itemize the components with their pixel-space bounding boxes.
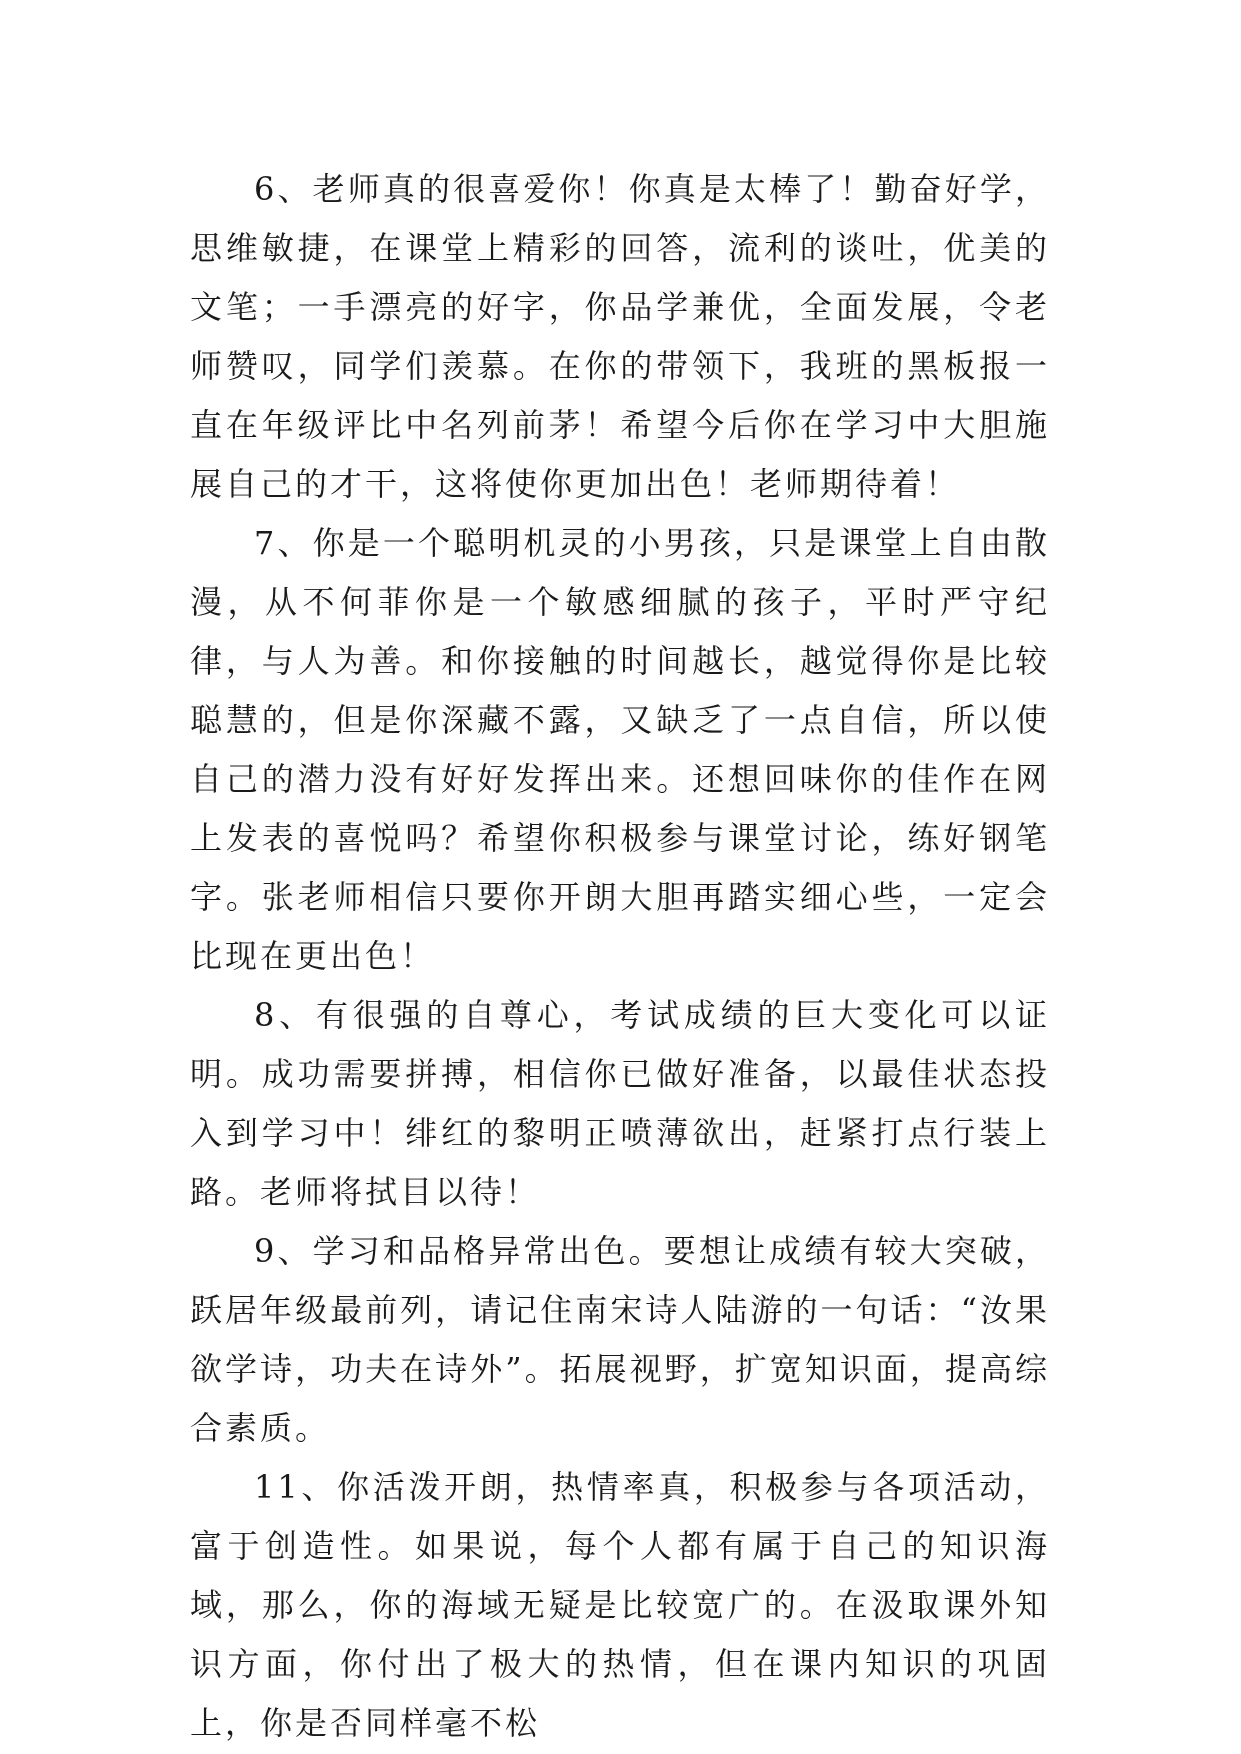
paragraph-6: 6、老师真的很喜爱你！你真是太棒了！勤奋好学，思维敏捷，在课堂上精彩的回答，流利的谈吐，优美的文笔；一手漂亮的好字，你品学兼优，全面发展，令老师赞叹，同学们羡慕。在你的带领下，我班的黑板报一直在年级评比中名列前茅！希望今后你在学习中大胆施展自己的才干，这将使你更加出色！老师期待着！: [190, 170, 1050, 503]
paragraph-9: 9、学习和品格异常出色。要想让成绩有较大突破，跃居年级最前列，请记住南宋诗人陆游的一句话：“汝果欲学诗，功夫在诗外”。拓展视野，扩宽知识面，提高综合素质。: [190, 1232, 1050, 1447]
paragraph-8: 8、有很强的自尊心，考试成绩的巨大变化可以证明。成功需要拼搏，相信你已做好准备，以最佳状态投入到学习中！绯红的黎明正喷薄欲出，赶紧打点行装上路。老师将拭目以待！: [190, 996, 1050, 1211]
paragraph-7: 7、你是一个聪明机灵的小男孩，只是课堂上自由散漫，从不何菲你是一个敏感细腻的孩子，平时严守纪律，与人为善。和你接触的时间越长，越觉得你是比较聪慧的，但是你深藏不露，又缺乏了一点自信，所以使自己的潜力没有好好发挥出来。还想回味你的佳作在网上发表的喜悦吗？希望你积极参与课堂讨论，练好钢笔字。张老师相信只要你开朗大胆再踏实细心些，一定会比现在更出色！: [190, 524, 1050, 975]
paragraph-11: 11、你活泼开朗，热情率真，积极参与各项活动，富于创造性。如果说，每个人都有属于自己的知识海域，那么，你的海域无疑是比较宽广的。在汲取课外知识方面，你付出了极大的热情，但在课内知识的巩固上，你是否同样毫不松: [190, 1468, 1050, 1742]
document-body: [190, 160, 1050, 1753]
